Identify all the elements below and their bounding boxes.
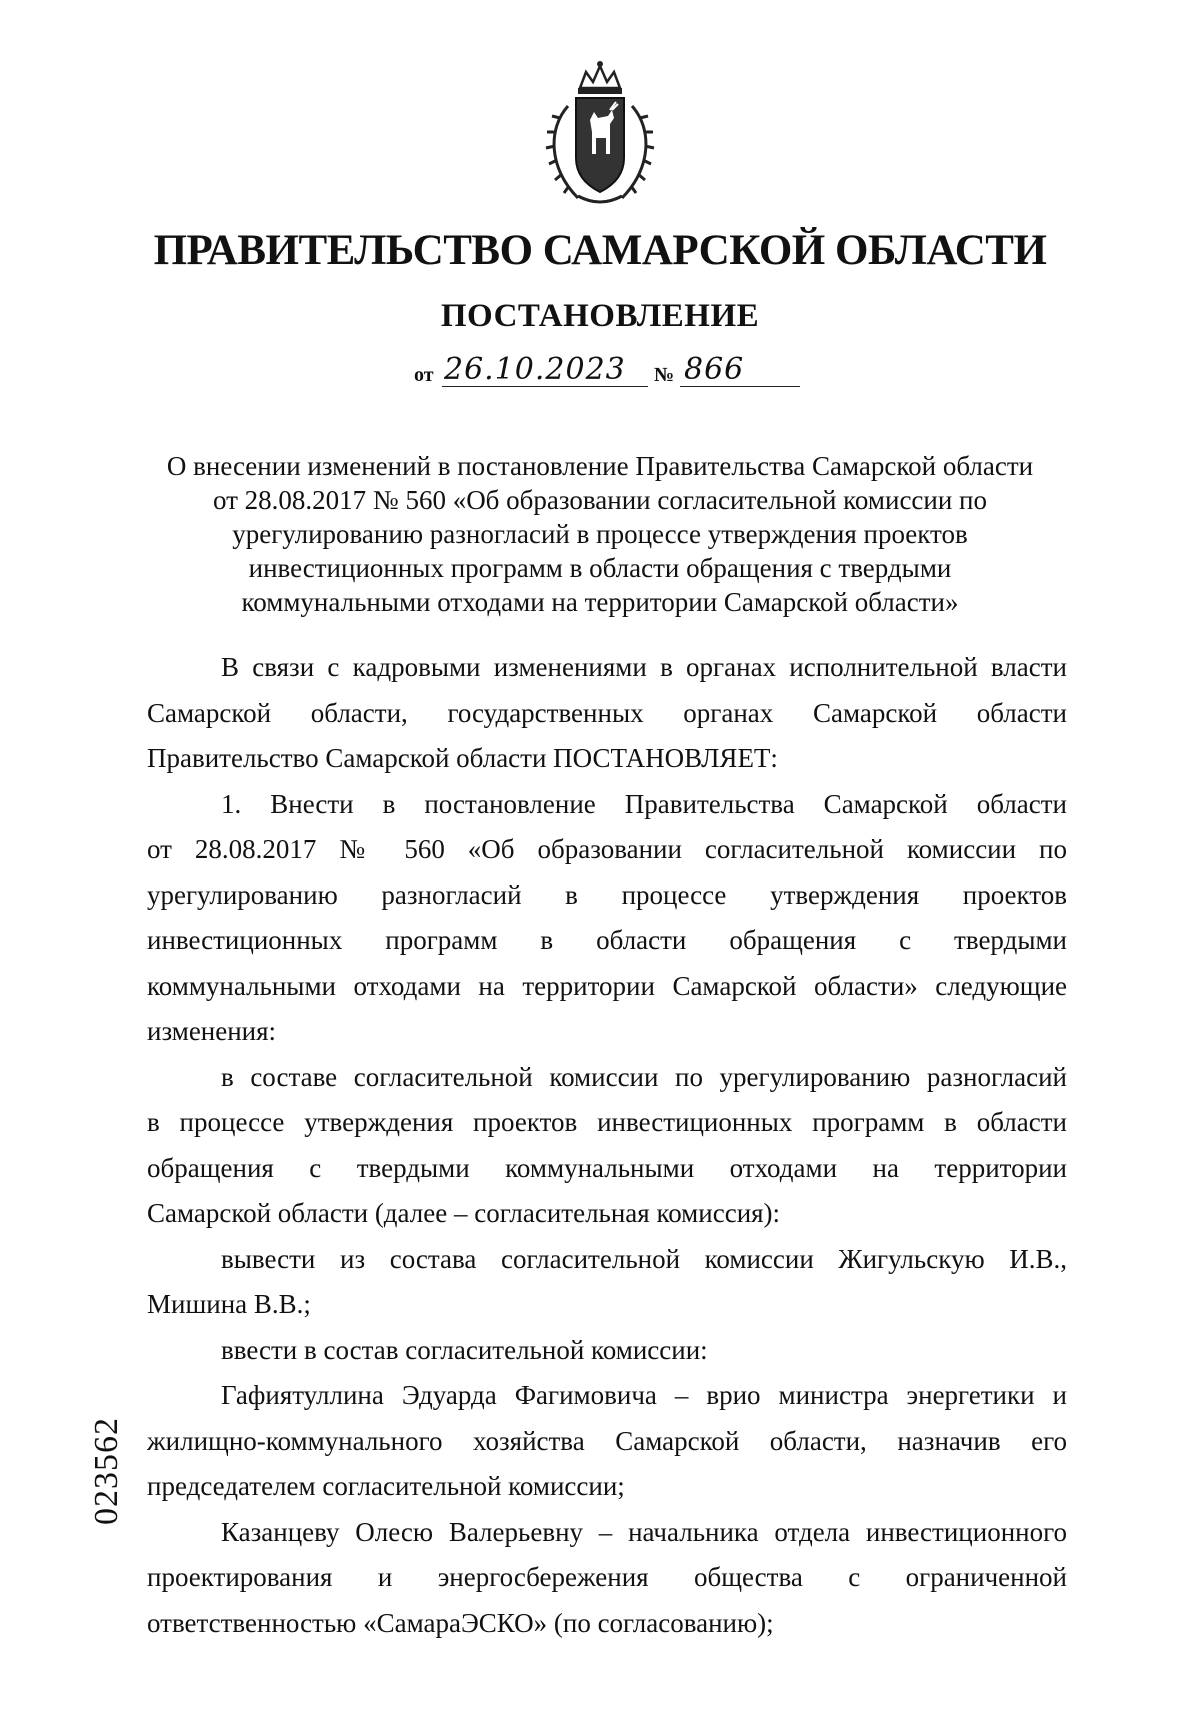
- text-line: в процессе утверждения проектов инвестиционных программ в области: [147, 1107, 1067, 1137]
- paragraph-member-1: [147, 1373, 1067, 1510]
- text-line: ввести в состав согласительной комиссии:: [221, 1334, 708, 1365]
- date-value: 26.10.2023: [444, 352, 626, 387]
- government-title: ПРАВИТЕЛЬСТВО САМАРСКОЙ ОБЛАСТИ: [153, 227, 1047, 274]
- paragraph-member-2: [147, 1510, 1067, 1647]
- text-line: Самарской области (далее – согласительная комиссия):: [147, 1198, 781, 1228]
- text-line: Правительство Самарской области ПОСТАНОВЛЯЕТ:: [147, 743, 778, 773]
- text-line: В связи с кадровыми изменениями в органах исполнительной власти: [221, 652, 1067, 682]
- date-number-line: [414, 352, 814, 392]
- paragraph-add: [147, 1328, 1067, 1374]
- text-line: от 28.08.2017 № 560 «Об образовании согласительной комиссии по: [147, 834, 1067, 864]
- text-line: изменения:: [147, 1016, 277, 1046]
- document-type: ПОСТАНОВЛЕНИЕ: [440, 298, 760, 334]
- text-line: вывести из состава согласительной комиссии Жигульскую И.В.,: [221, 1243, 1067, 1274]
- subject-line: от 28.08.2017 № 560 «Об образовании согласительной комиссии по: [212, 485, 988, 515]
- subject-line: О внесении изменений в постановление Правительства Самарской области: [166, 451, 1034, 481]
- text-line: Гафиятуллина Эдуарда Фагимовича – врио министра энергетики и: [221, 1380, 1067, 1410]
- paragraph-composition: [147, 1055, 1067, 1237]
- number-underline: [680, 386, 800, 387]
- text-line: Мишина В.В.;: [147, 1289, 311, 1319]
- text-line: обращения с твердыми коммунальными отходами на территории: [147, 1152, 1067, 1183]
- paragraph-preamble: [147, 645, 1067, 782]
- coat-of-arms-icon: [538, 58, 662, 208]
- paragraph-remove: [147, 1237, 1067, 1328]
- text-line: инвестиционных программ в области обращения с твердыми: [147, 925, 1067, 955]
- number-value: 866: [684, 352, 745, 387]
- subject-line: коммунальными отходами на территории Самарской области»: [241, 587, 959, 617]
- side-serial-number: 023562: [88, 1417, 125, 1525]
- text-line: 1. Внести в постановление Правительства Самарской области: [221, 788, 1067, 819]
- text-line: урегулированию разногласий в процессе утверждения проектов: [147, 879, 1067, 910]
- text-line: Казанцеву Олесю Валерьевну – начальника отдела инвестиционного: [221, 1516, 1067, 1547]
- text-line: коммунальными отходами на территории Самарской области» следующие: [147, 970, 1067, 1001]
- date-underline: [442, 386, 648, 387]
- document-body: [147, 645, 1067, 1646]
- paragraph-item-1: [147, 782, 1067, 1055]
- subject-line: инвестиционных программ в области обращения с твердыми: [248, 553, 952, 583]
- text-line: проектирования и энергосбережения общества с ограниченной: [147, 1562, 1067, 1592]
- date-label: от: [414, 364, 434, 386]
- text-line: жилищно-коммунального хозяйства Самарской области, назначив его: [147, 1425, 1067, 1456]
- text-line: Самарской области, государственных органах Самарской области: [147, 697, 1067, 728]
- text-line: председателем согласительной комиссии;: [147, 1471, 625, 1501]
- subject-line: урегулированию разногласий в процессе утверждения проектов: [232, 519, 968, 549]
- document-subject: [140, 449, 1060, 619]
- number-label: №: [654, 364, 675, 386]
- text-line: ответственностью «СамараЭСКО» (по согласованию);: [147, 1607, 774, 1638]
- text-line: в составе согласительной комиссии по урегулированию разногласий: [221, 1061, 1067, 1092]
